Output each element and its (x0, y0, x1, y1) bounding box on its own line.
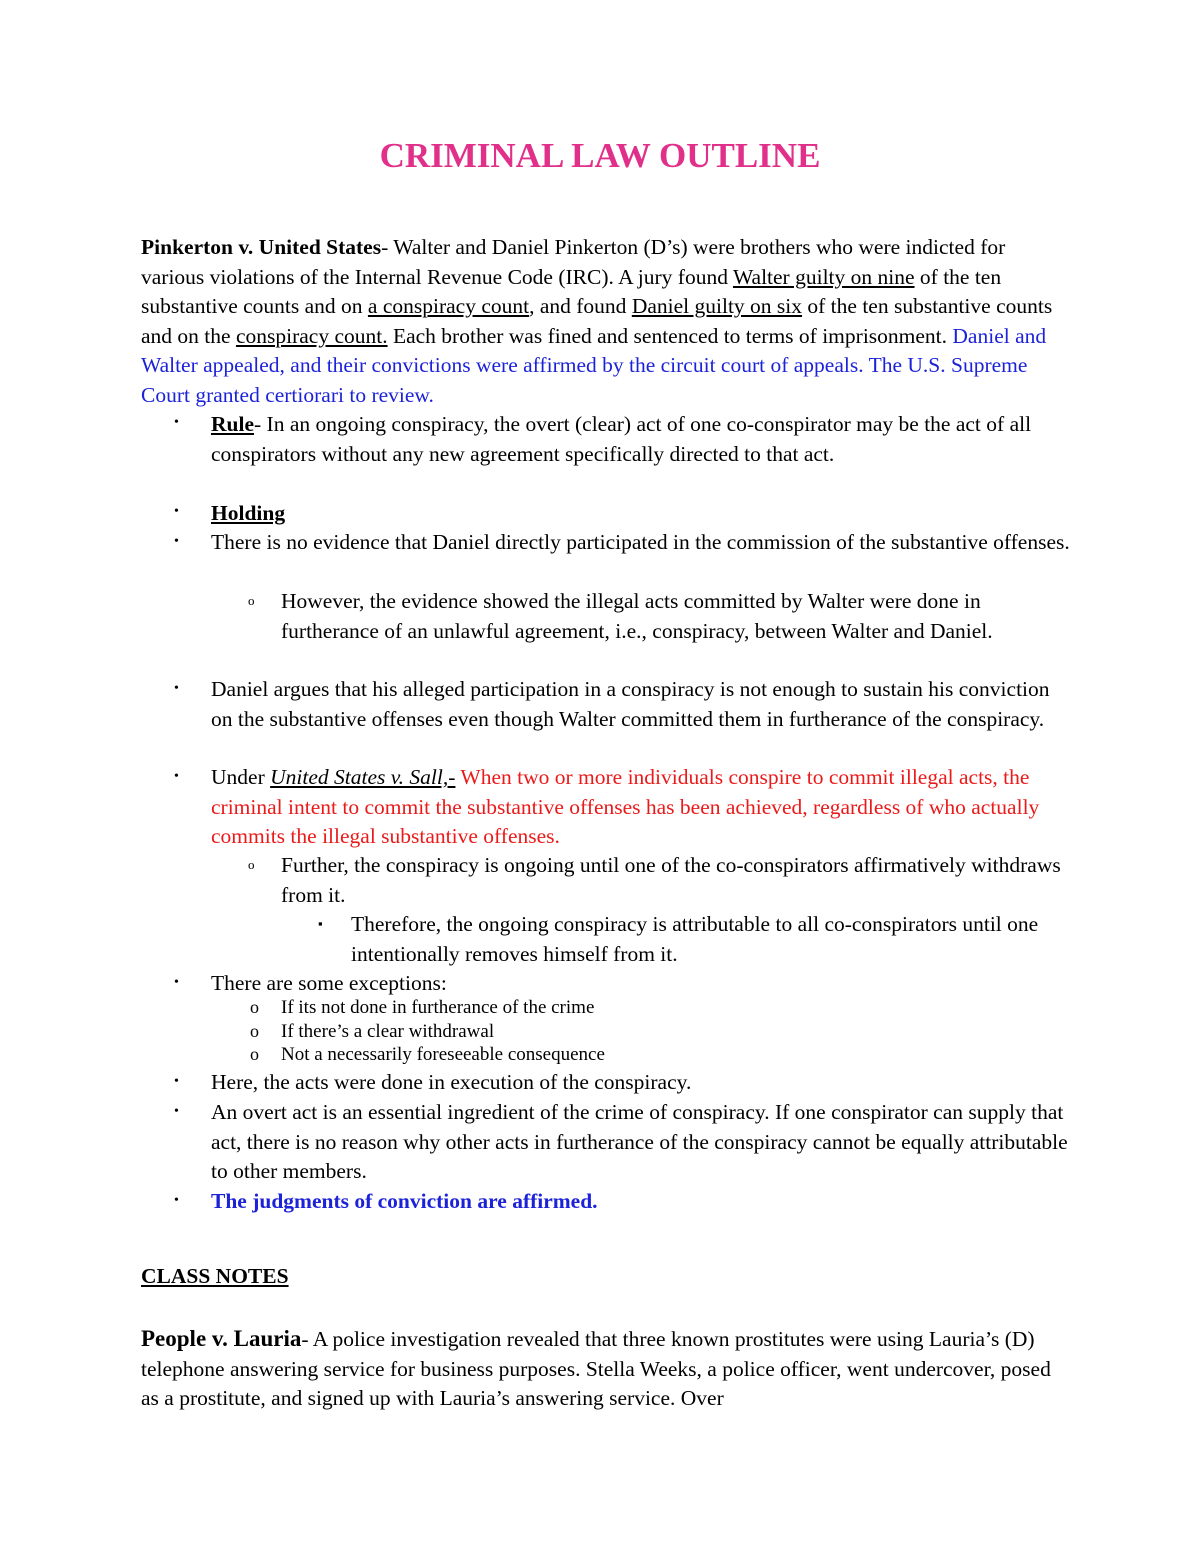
pinkerton-paragraph: Pinkerton v. United States- Walter and Daniel Pinkerton (D’s) were brothers who were indicted for various violations of the Internal Revenue Code (IRC). A jury found Walter guilty on nine of the ten substantive counts and on a conspiracy count, and found Daniel guilty on six of the ten substantive counts and on the conspiracy count. Each brother was fined and sentenced to terms of imprisonment. Daniel and Walter appealed, and their convictions were affirmed by the circuit court of appeals. The U.S. Supreme Court granted certiorari to review. (141, 235, 1053, 407)
list-item: Therefore, the ongoing conspiracy is attributable to all co-conspirators until one intentionally removes himself from it. (351, 912, 1039, 966)
bullet-icon: • (174, 534, 179, 549)
circle-bullet-icon: o (248, 857, 255, 872)
case-name: People v. Lauria (141, 1326, 302, 1351)
list-item: If there’s a clear withdrawal (281, 1021, 495, 1042)
list-item: Further, the conspiracy is ongoing until one of the co-conspirators affirmatively withdraws from it. (281, 853, 1061, 907)
bullet-icon: • (174, 681, 179, 696)
rule-item: Rule- In an ongoing conspiracy, the overt (clear) act of one co-conspirator may be the act of all conspirators without any new agreement specifically directed to that act. (211, 412, 1032, 466)
lauria-paragraph: People v. Lauria- A police investigation revealed that three known prostitutes were using Lauria’s (D) telephone answering service for business purposes. Stella Weeks, a police officer, went undercover, posed as a prostitute, and signed up with Lauria’s answering service. Over (141, 1326, 1051, 1410)
circle-bullet-icon: o (250, 1021, 259, 1041)
list-item: If its not done in furtherance of the crime (281, 997, 595, 1018)
circle-bullet-icon: o (250, 1044, 259, 1064)
bullet-icon: • (174, 1104, 179, 1119)
bullet-icon: • (174, 415, 179, 430)
list-item: Not a necessarily foreseeable consequence (281, 1044, 605, 1065)
list-item: The judgments of conviction are affirmed. (211, 1189, 598, 1213)
page-title: CRIMINAL LAW OUTLINE (379, 136, 821, 175)
circle-bullet-icon: o (248, 593, 255, 608)
bullet-icon: • (174, 504, 179, 519)
case-citation: United States v. Sall,- (270, 765, 456, 789)
list-item: An overt act is an essential ingredient of the crime of conspiracy. If one conspirator can supply that act, there is no reason why other acts in furtherance of the conspiracy cannot be equally attributable to other members. (211, 1100, 1068, 1183)
case-name: Pinkerton v. United States (141, 235, 382, 259)
list-item: Daniel argues that his alleged participation in a conspiracy is not enough to sustain his conviction on the substantive offenses even though Walter committed them in furtherance of the conspiracy. (211, 677, 1050, 731)
bullet-icon: • (174, 975, 179, 990)
list-item: Under United States v. Sall,- When two or more individuals conspire to commit illegal acts, the criminal intent to commit the substantive offenses has been achieved, regardless of who actually commits the illegal substantive offenses. (211, 765, 1040, 848)
bullet-icon: • (174, 1193, 179, 1208)
circle-bullet-icon: o (250, 997, 259, 1017)
holding-heading: Holding (211, 501, 286, 525)
list-item: However, the evidence showed the illegal acts committed by Walter were done in furtherance of an unlawful agreement, i.e., conspiracy, between Walter and Daniel. (281, 589, 993, 643)
bullet-icon: • (174, 769, 179, 784)
list-item: Here, the acts were done in execution of the conspiracy. (211, 1070, 692, 1094)
list-item: There is no evidence that Daniel directly participated in the commission of the substantive offenses. (211, 530, 1070, 554)
section-heading: CLASS NOTES (141, 1264, 289, 1288)
bullet-icon: • (174, 1074, 179, 1089)
list-item: There are some exceptions: (211, 971, 447, 995)
square-bullet-icon: ▪ (318, 916, 323, 931)
